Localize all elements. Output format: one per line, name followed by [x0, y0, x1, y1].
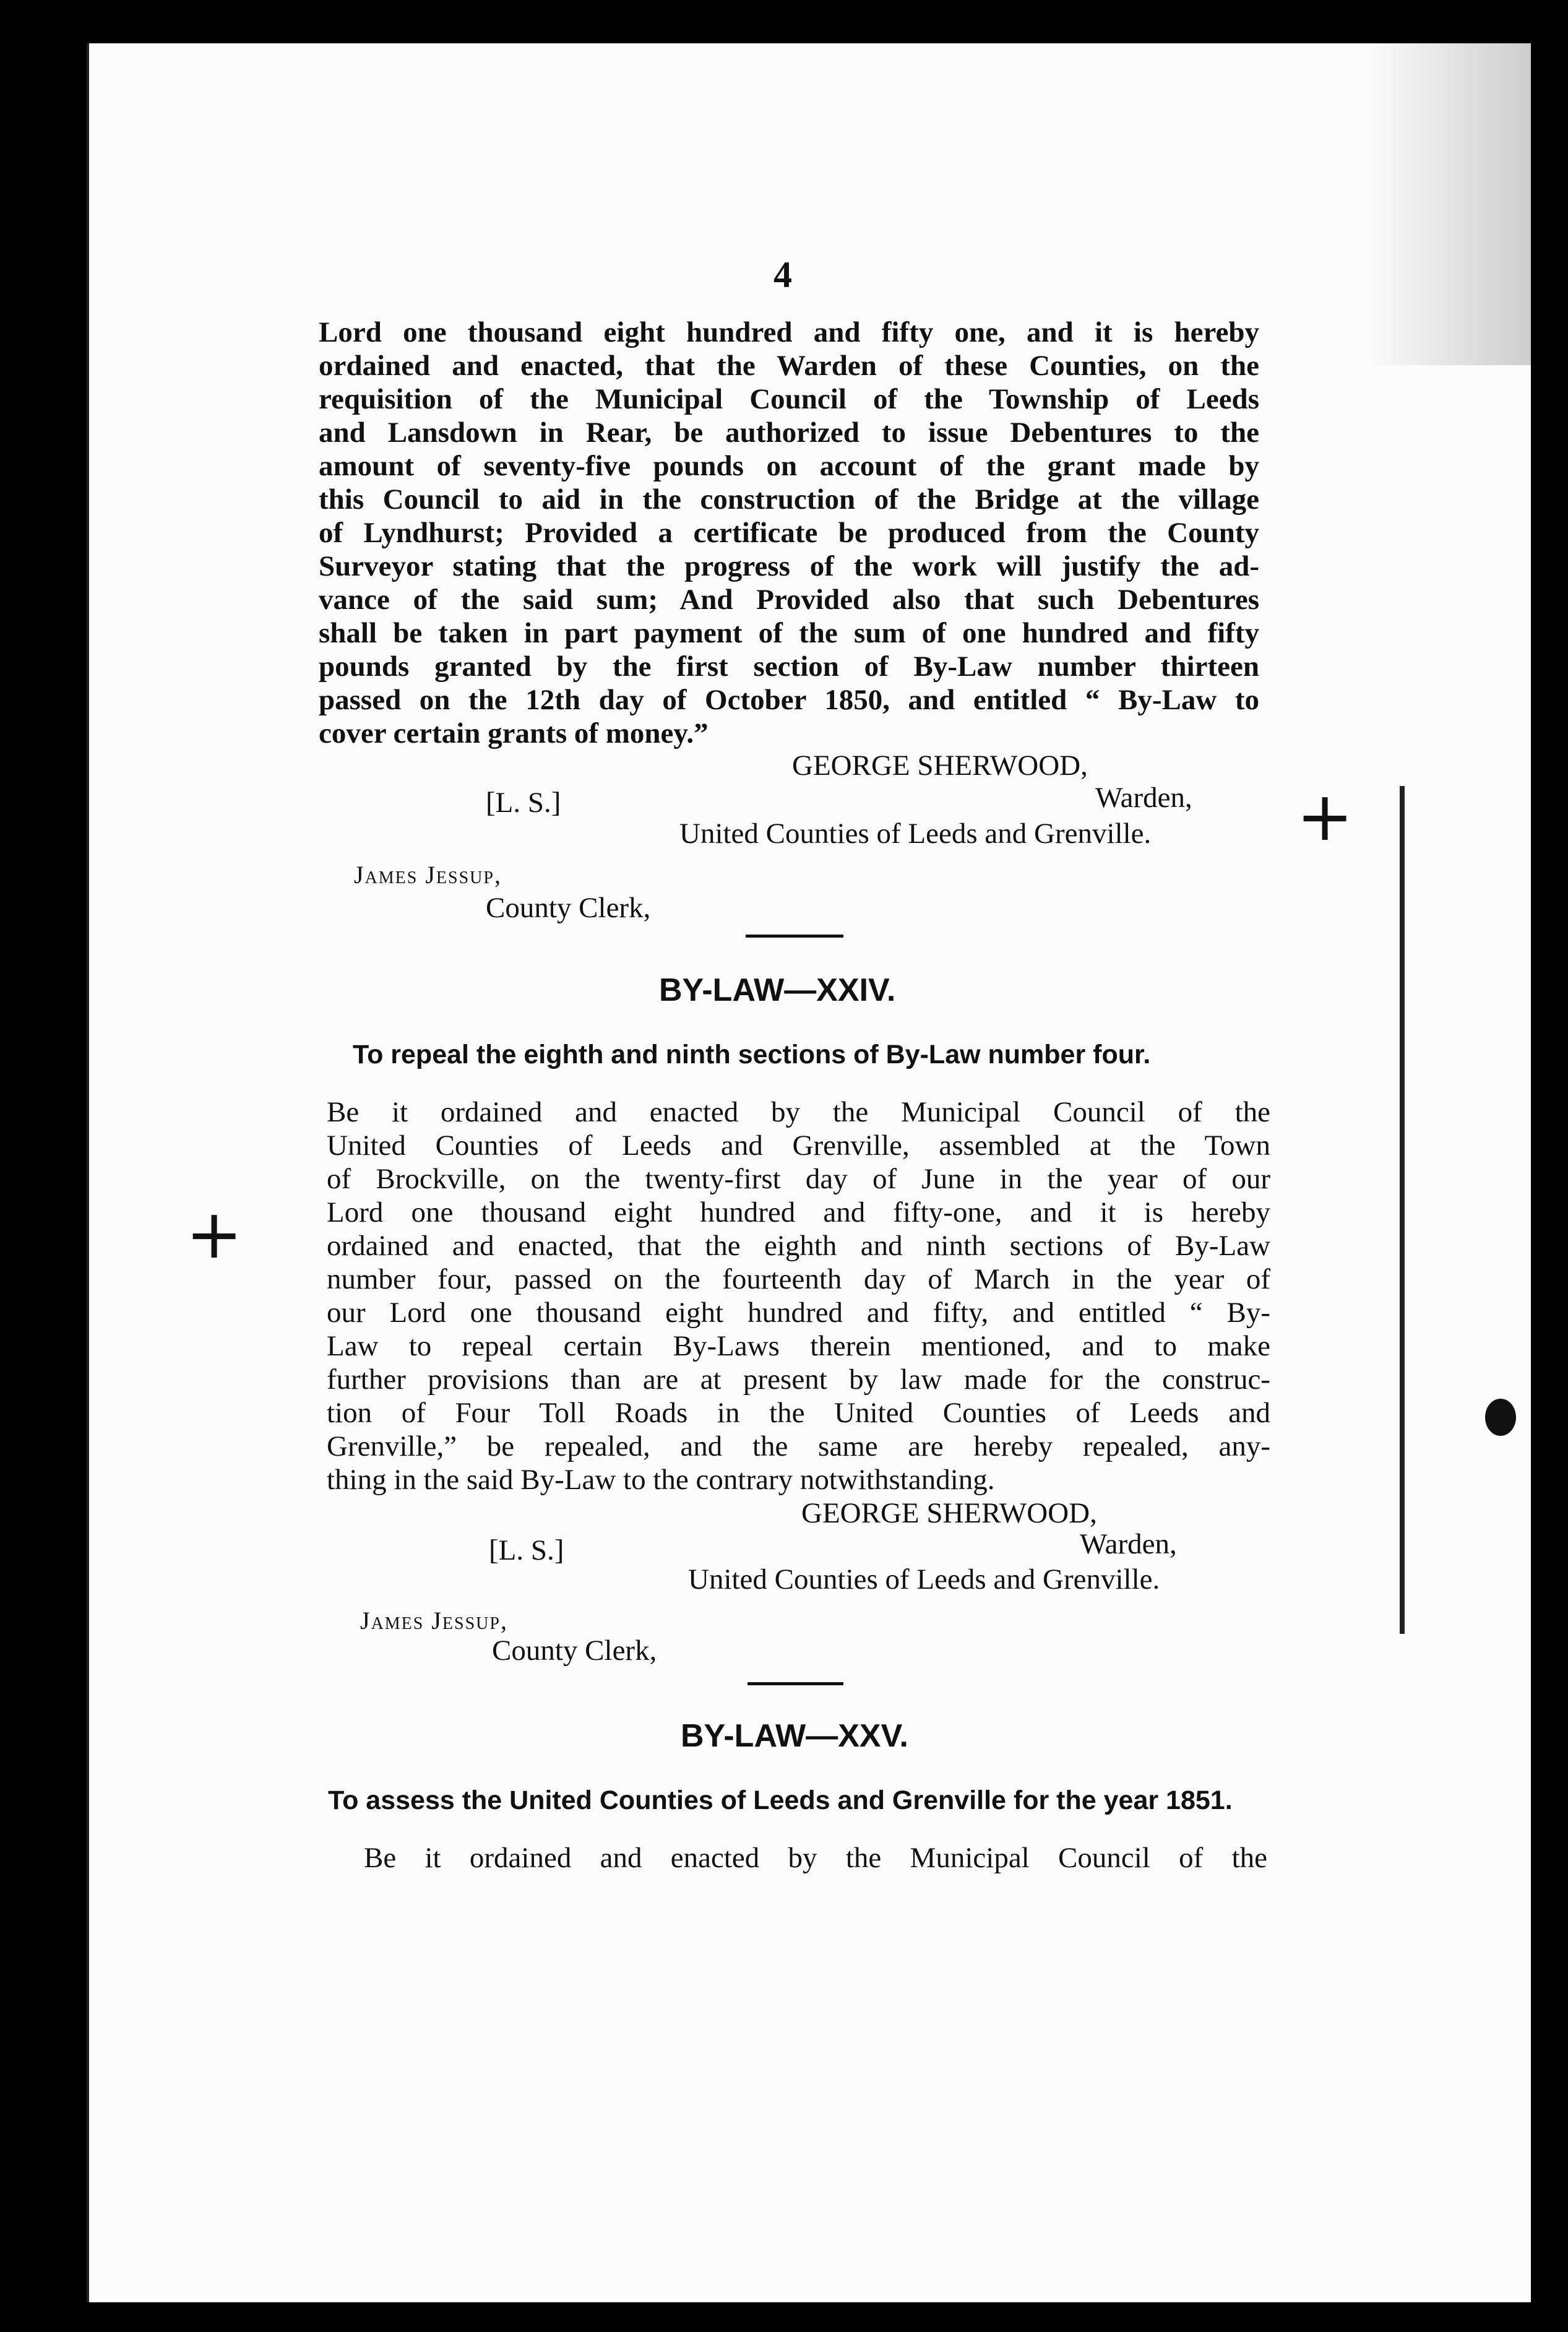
bylaw24-heading: BY-LAW—XXIV. — [659, 972, 896, 1008]
page-stain — [1370, 43, 1531, 365]
margin-cross-mark-left: + — [186, 1194, 243, 1274]
text-line: cover certain grants of money.” — [319, 717, 709, 749]
page-number: 4 — [773, 254, 792, 295]
bylaw25-paragraph — [364, 1841, 1267, 1875]
text-line: Be it ordained and enacted by the Municipal Council of the — [364, 1842, 1267, 1874]
text-line: Lord one thousand eight hundred and fifty-one, and it is hereby — [327, 1196, 1270, 1229]
bylaw24-clerk-title: County Clerk, — [492, 1635, 657, 1667]
bylaw24-subheading: To repeal the eighth and ninth sections of By-Law number four. — [353, 1040, 1151, 1069]
section1-clerk-name: James Jessup, — [354, 861, 502, 889]
bylaw24-jurisdiction: United Counties of Leeds and Grenville. — [688, 1563, 1160, 1596]
bylaw24-paragraph — [327, 1095, 1270, 1496]
separator-rule — [746, 935, 843, 938]
text-line: and Lansdown in Rear, be authorized to issue Debentures to the — [319, 417, 1259, 449]
text-line: Surveyor stating that the progress of the work will justify the ad- — [319, 550, 1259, 582]
text-line: amount of seventy-five pounds on account of the grant made by — [319, 450, 1259, 482]
section1-paragraph — [319, 316, 1259, 750]
text-line: United Counties of Leeds and Grenville, assembled at the Town — [327, 1129, 1270, 1162]
text-line: number four, passed on the fourteenth day of March in the year of — [327, 1263, 1270, 1295]
bylaw24-seal: [L. S.] — [489, 1534, 564, 1566]
text-line: pounds granted by the first section of By-Law number thirteen — [319, 650, 1259, 683]
text-line: Lord one thousand eight hundred and fifty one, and it is hereby — [319, 316, 1259, 348]
text-line: of Lyndhurst; Provided a certificate be produced from the County — [319, 517, 1259, 549]
ink-blot — [1485, 1399, 1516, 1436]
text-line: requisition of the Municipal Council of the Township of Leeds — [319, 383, 1259, 415]
bylaw25-heading: BY-LAW—XXV. — [681, 1718, 908, 1754]
text-line: this Council to aid in the construction of the Bridge at the village — [319, 483, 1259, 516]
bylaw25-subheading: To assess the United Counties of Leeds and Grenville for the year 1851. — [328, 1786, 1233, 1815]
text-line: Law to repeal certain By-Laws therein mentioned, and to make — [327, 1330, 1270, 1362]
section1-seal: [L. S.] — [486, 787, 561, 819]
text-line: passed on the 12th day of October 1850, and entitled “ By-Law to — [319, 684, 1259, 716]
text-line: thing in the said By-Law to the contrary notwithstanding. — [327, 1464, 995, 1496]
separator-rule — [747, 1682, 843, 1685]
text-line: ordained and enacted, that the Warden of these Counties, on the — [319, 350, 1259, 382]
text-line: of Brockville, on the twenty-first day of June in the year of our — [327, 1163, 1270, 1195]
text-line: further provisions than are at present by law made for the construc- — [327, 1363, 1270, 1396]
text-line: Be it ordained and enacted by the Municipal Council of the — [327, 1096, 1270, 1128]
section1-clerk-title: County Clerk, — [486, 892, 651, 924]
text-line: our Lord one thousand eight hundred and fifty, and entitled “ By- — [327, 1297, 1270, 1329]
section1-jurisdiction: United Counties of Leeds and Grenville. — [679, 818, 1152, 850]
bylaw24-clerk-name: James Jessup, — [360, 1607, 508, 1635]
bylaw24-signer: GEORGE SHERWOOD, — [801, 1497, 1097, 1529]
text-line: shall be taken in part payment of the sum of one hundred and fifty — [319, 617, 1259, 649]
text-line: Grenville,” be repealed, and the same are hereby repealed, any- — [327, 1430, 1270, 1462]
margin-line — [1400, 786, 1405, 1634]
bylaw24-signer-title: Warden, — [1080, 1528, 1177, 1560]
text-line: ordained and enacted, that the eighth and ninth sections of By-Law — [327, 1230, 1270, 1262]
section1-signer: GEORGE SHERWOOD, — [792, 749, 1088, 782]
margin-cross-mark-right: + — [1296, 777, 1354, 856]
section1-signer-title: Warden, — [1095, 782, 1192, 814]
text-line: vance of the said sum; And Provided also that such Debentures — [319, 584, 1259, 616]
text-line: tion of Four Toll Roads in the United Counties of Leeds and — [327, 1397, 1270, 1429]
